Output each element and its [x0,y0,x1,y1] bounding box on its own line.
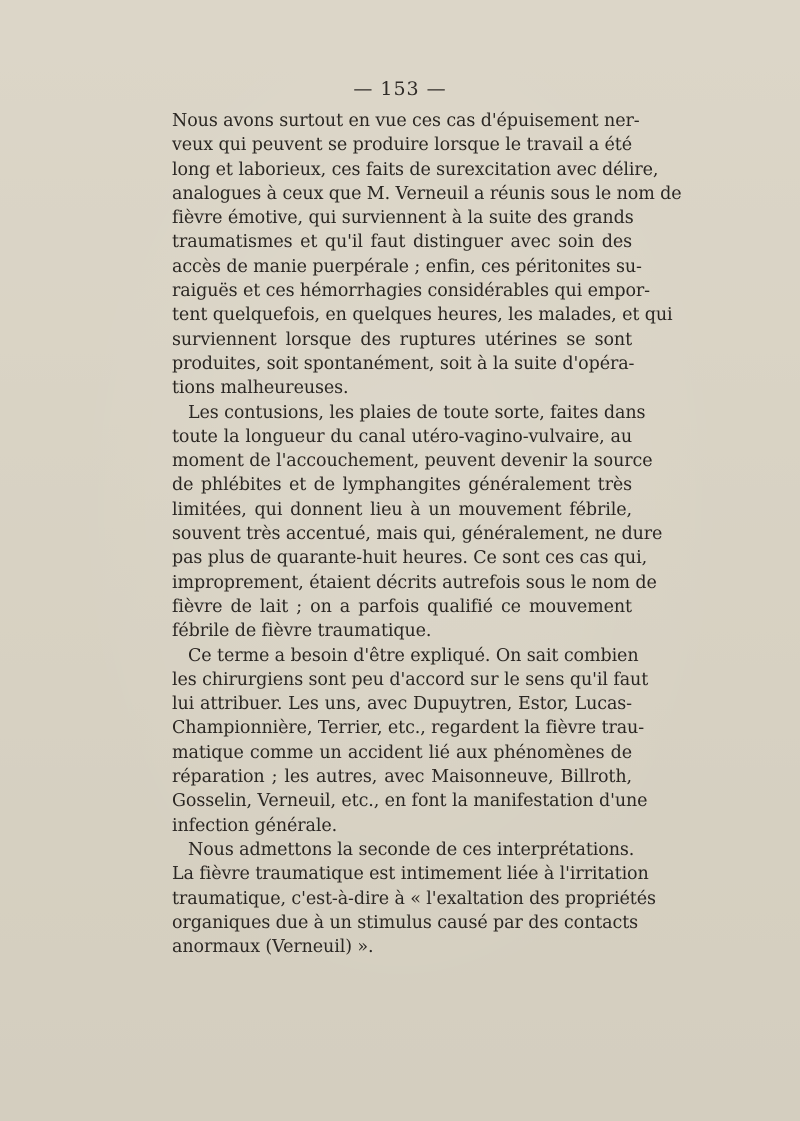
text-line: fièvre de lait ; on a parfois qualifié ce mouvement [172,596,632,617]
text-line: La fièvre traumatique est intimement liée à l'irritation [172,864,649,885]
text-line: lui attribuer. Les uns, avec Dupuytren, Estor, Lucas- [172,694,632,715]
text-line: limitées, qui donnent lieu à un mouvement fébrile, [172,499,632,520]
text-line: improprement, étaient décrits autrefois sous le nom de [172,572,657,593]
text-line: fièvre émotive, qui surviennent à la suite des grands [172,208,634,229]
text-line: veux qui peuvent se produire lorsque le travail a été [172,135,632,156]
text-line: souvent très accentué, mais qui, généralement, ne dure [172,524,663,545]
text-line: long et laborieux, ces faits de surexcitation avec délire, [172,159,659,180]
text-line: fébrile de fièvre traumatique. [172,621,432,642]
text-line: Les contusions, les plaies de toute sorte, faites dans [188,402,646,423]
text-line: anormaux (Verneuil) ». [172,937,374,958]
text-line: traumatismes et qu'il faut distinguer avec soin des [172,232,632,253]
text-line: Gosselin, Verneuil, etc., en font la manifestation d'une [172,791,648,812]
text-line: matique comme un accident lié aux phénomènes de [172,742,632,763]
text-line: moment de l'accouchement, peuvent devenir la source [172,451,653,472]
paragraph-1 [172,109,682,401]
text-line: Nous admettons la seconde de ces interprétations. [188,839,635,860]
page-number: — 153 — [353,78,447,100]
text-line: analogues à ceux que M. Verneuil a réunis sous le nom de [172,183,682,204]
paragraph-4 [172,838,656,959]
text-line: les chirurgiens sont peu d'accord sur le sens qu'il faut [172,669,649,690]
text-line: réparation ; les autres, avec Maisonneuve, Billroth, [172,767,632,788]
text-line: infection générale. [172,815,338,836]
text-line: tions malheureuses. [172,378,349,399]
text-line: toute la longueur du canal utéro-vagino-vulvaire, au [172,426,632,447]
text-line: tent quelquefois, en quelques heures, les malades, et qui [172,305,673,326]
text-line: Ce terme a besoin d'être expliqué. On sait combien [188,645,639,666]
text-line: raiguës et ces hémorrhagies considérables qui empor- [172,281,650,302]
paragraph-2 [172,401,663,644]
text-line: accès de manie puerpérale ; enfin, ces péritonites su- [172,256,642,277]
body-text [172,109,682,959]
text-line: de phlébites et de lymphangites généralement très [172,475,632,496]
text-line: pas plus de quarante-huit heures. Ce sont ces cas qui, [172,548,648,569]
text-line: traumatique, c'est-à-dire à « l'exaltation des propriétés [172,888,656,909]
paragraph-3 [172,644,649,838]
text-line: organiques due à un stimulus causé par des contacts [172,912,639,933]
text-line: Nous avons surtout en vue ces cas d'épuisement ner- [172,111,640,131]
text-line: produites, soit spontanément, soit à la suite d'opéra- [172,353,635,374]
text-line: Championnière, Terrier, etc., regardent la fièvre trau- [172,718,645,739]
text-line: surviennent lorsque des ruptures utérines se sont [172,329,632,350]
